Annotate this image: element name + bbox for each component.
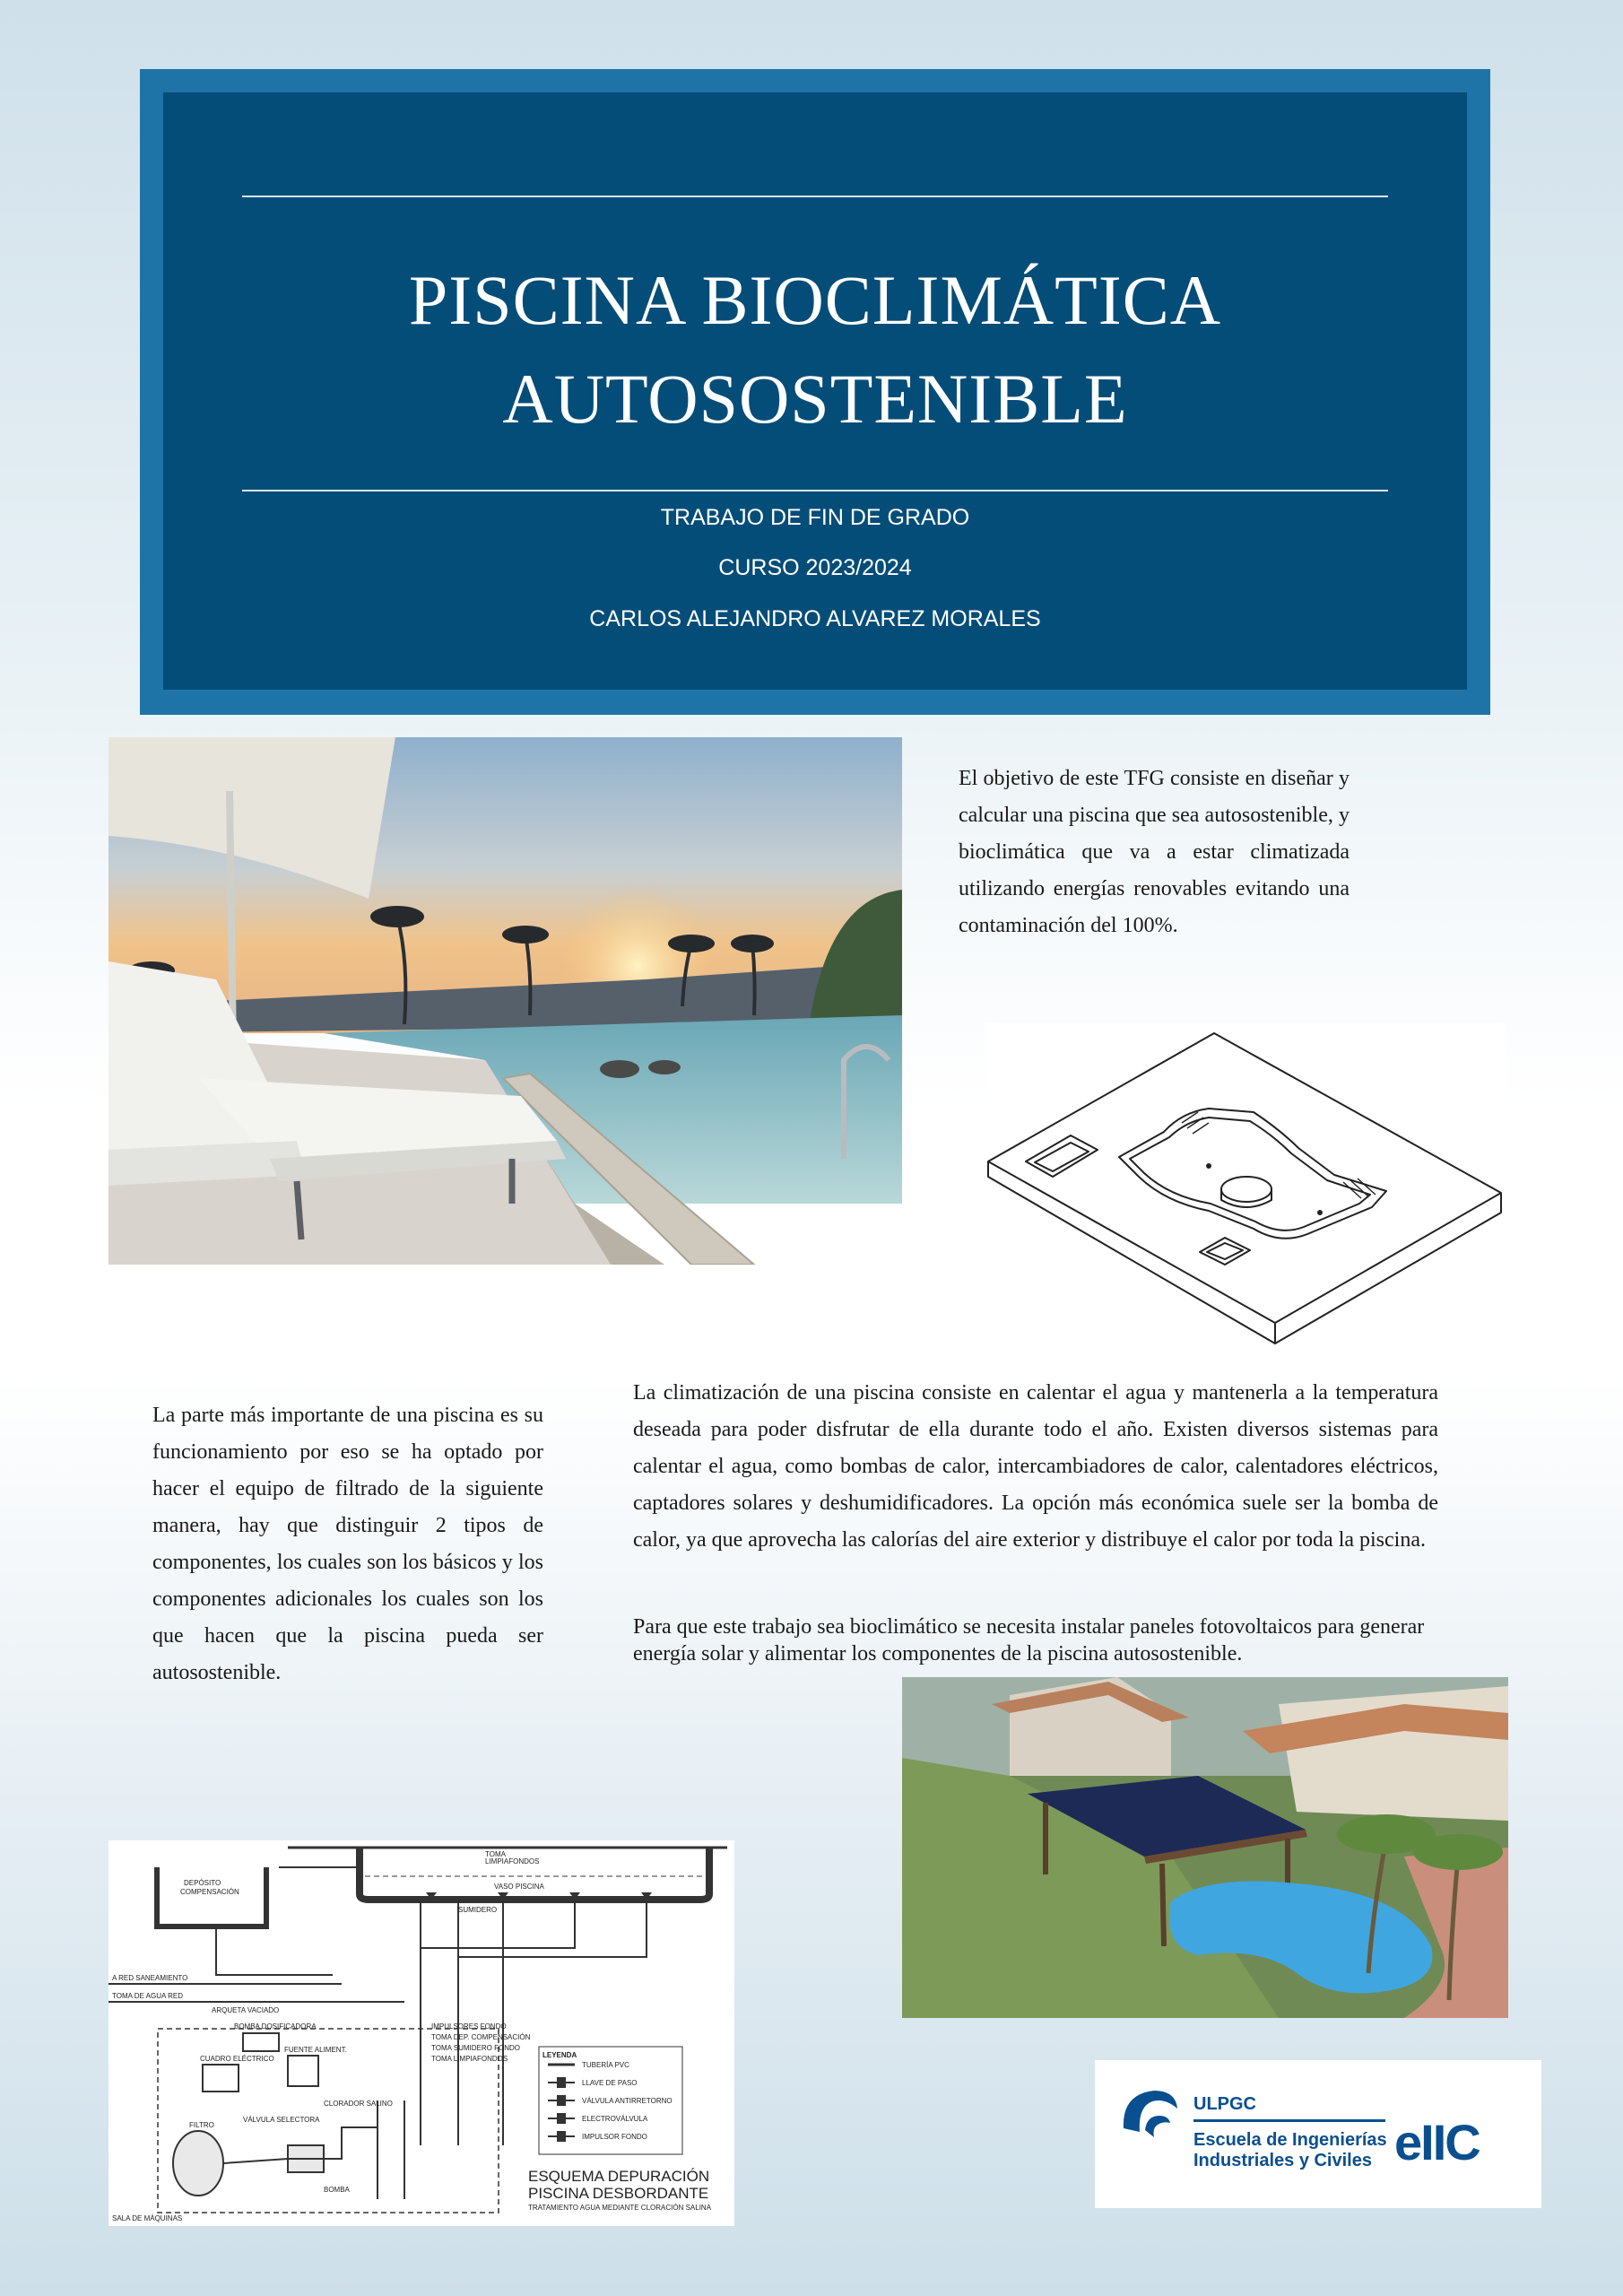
page-title xyxy=(163,251,1467,448)
schematic-bomba: BOMBA xyxy=(324,2186,350,2194)
objective-paragraph: El objetivo de este TFG consiste en diseñar y calcular una piscina que sea autosostenible, y bioclimática que va a estar climatizada utilizando energías renovables evitando una contaminación del 100%. xyxy=(959,767,1350,937)
climatization-paragraph: La climatización de una piscina consiste en calentar el agua y mantenerla a la temperatura deseada para poder disfrutar de ella durante todo el año. Existen diversos sistemas para calentar el agua, como bombas de calor, intercambiadores de calor, calentadores eléctricos, captadores solares y deshumidificadores. La opción más económica suele ser la bomba de calor, ya que aprovecha las calorías del aire exterior y distribuye el calor por toda la piscina. xyxy=(633,1381,1438,1552)
legend-item-5: IMPULSOR FONDO xyxy=(582,2133,647,2141)
schematic-toma-dep: TOMA DEP. COMPENSACIÓN xyxy=(431,2033,531,2041)
title-line-2: AUTOSOSTENIBLE xyxy=(502,360,1128,438)
schematic-limpiafondos: LIMPIAFONDOS xyxy=(485,1857,540,1866)
schematic-compensacion: COMPENSACIÓN xyxy=(180,1888,239,1896)
schematic-sumidero: SUMIDERO xyxy=(458,1906,498,1914)
schematic-bomba-dosificadora: BOMBA DOSIFICADORA xyxy=(234,2022,317,2031)
legend-item-3: VÁLVULA ANTIRRETORNO xyxy=(582,2097,673,2105)
author: CARLOS ALEJANDRO ALVAREZ MORALES xyxy=(589,606,1041,631)
schematic-cuadro-electrico: CUADRO ELÉCTRICO xyxy=(200,2055,274,2063)
schematic-title-1: ESQUEMA DEPURACIÓN xyxy=(528,2168,710,2185)
schematic-title-3: TRATAMIENTO AGUA MEDIANTE CLORACIÓN SALINA xyxy=(528,2204,712,2212)
legend-item-2: LLAVE DE PASO xyxy=(582,2079,638,2087)
logo-divider xyxy=(1193,2119,1385,2122)
schematic-toma: TOMA xyxy=(485,1850,506,1858)
schematic-clorador-salino: CLORADOR SALINO xyxy=(324,2100,393,2108)
schematic-red-saneamiento: A RED SANEAMIENTO xyxy=(112,1974,188,1982)
schematic-valvula-selectora: VÁLVULA SELECTORA xyxy=(243,2116,320,2124)
solar-pool-photo xyxy=(902,1677,1508,2018)
schematic-toma-sumidero: TOMA SUMIDERO FONDO xyxy=(431,2044,520,2052)
filtration-paragraph: La parte más importante de una piscina es su funcionamiento por eso se ha optado por hacer el equipo de filtrado de la siguiente manera, hay que distinguir 2 tipos de componentes, los cuales son los básicos y los componentes adicionales los cuales son los que hacen que la piscina pueda ser autosostenible. xyxy=(152,1404,543,1684)
schematic-fuente-aliment: FUENTE ALIMENT. xyxy=(284,2046,347,2054)
subtitle: TRABAJO DE FIN DE GRADO xyxy=(660,505,970,530)
filtration-schematic xyxy=(108,1840,734,2226)
schematic-title-2: PISCINA DESBORDANTE xyxy=(528,2185,709,2202)
logo-school-line-2: Industriales y Civiles xyxy=(1193,2151,1372,2170)
ulpgc-eiic-logo xyxy=(1095,2060,1541,2208)
schematic-vaso-piscina: VASO PISCINA xyxy=(494,1883,544,1891)
schematic-arqueta-vaciado: ARQUETA VACIADO xyxy=(212,2006,280,2014)
course: CURSO 2023/2024 xyxy=(718,555,912,580)
logo-ulpgc: ULPGC xyxy=(1193,2094,1256,2114)
legend-item-4: ELECTROVÁLVULA xyxy=(582,2115,648,2123)
schematic-toma-limp: TOMA LIMPIAFONDOS xyxy=(431,2055,508,2063)
header-rule-bottom xyxy=(242,490,1388,491)
title-line-1: PISCINA BIOCLIMÁTICA xyxy=(408,261,1222,339)
logo-school-line-1: Escuela de Ingenierías xyxy=(1193,2130,1387,2150)
logo-eiic: eIIC xyxy=(1394,2114,1480,2170)
schematic-leyenda: LEYENDA xyxy=(542,2051,577,2059)
bioclimatic-paragraph: Para que este trabajo sea bioclimático se necesita instalar paneles fotovoltaicos para generar energía solar y alimentar los componentes de la piscina autosostenible. xyxy=(633,1615,1425,1665)
ulpgc-logo-icon xyxy=(1118,2085,1181,2139)
schematic-toma-agua-red: TOMA DE AGUA RED xyxy=(112,1992,183,2000)
schematic-deposito: DEPÓSITO xyxy=(184,1879,221,1887)
pool-isometric-drawing xyxy=(985,1022,1505,1356)
schematic-sala-maquinas: SALA DE MÁQUINAS xyxy=(112,2214,183,2222)
schematic-impulsores-fondo: IMPULSORES FONDO xyxy=(431,2022,507,2031)
header-rule-top xyxy=(242,196,1388,197)
schematic-filtro: FILTRO xyxy=(189,2121,214,2129)
pool-sunset-photo xyxy=(108,737,902,1265)
legend-item-1: TUBERÍA PVC xyxy=(582,2061,629,2069)
